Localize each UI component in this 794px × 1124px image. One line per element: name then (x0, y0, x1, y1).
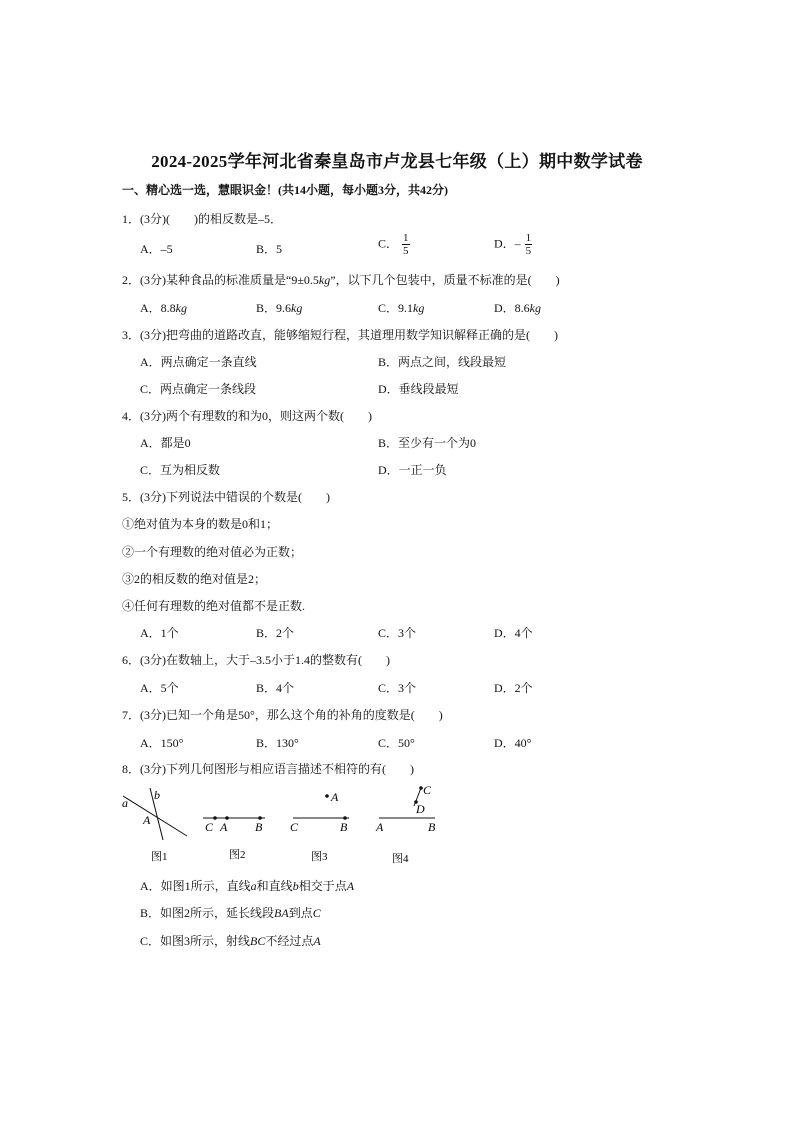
fig1-label-b: b (154, 788, 160, 802)
q1-option-c (378, 232, 410, 257)
fig2-label-B: B (255, 820, 263, 834)
q7-option-a: A．150° (140, 736, 184, 750)
fig3-label-C: C (290, 820, 299, 834)
fig2-label-A: A (220, 820, 228, 834)
q3-option-b: B．两点之间，线段最短 (378, 355, 507, 369)
fig2-label-C: C (205, 820, 214, 834)
q3-option-c: C．两点确定一条线段 (140, 382, 257, 396)
q2-option-d: D．8.6kg (494, 301, 541, 315)
fig4-label-B: B (428, 820, 436, 834)
q4-option-c: C．互为相反数 (140, 463, 221, 477)
q8-option-a: A．如图1所示，直线a和直线b相交于点A (140, 879, 355, 893)
q7-option-c: C．50° (378, 736, 415, 750)
figure-4 (375, 783, 436, 865)
question-3-stem: 3．(3分)把弯曲的道路改直，能够缩短行程，其道理用数学知识解释正确的是( ) (122, 328, 558, 342)
fig4-label-C: C (423, 783, 432, 797)
figure-2 (203, 816, 265, 861)
q6-option-d: D．2个 (494, 681, 533, 695)
figure-3 (290, 790, 349, 863)
q6-option-a: A．5个 (140, 681, 179, 695)
q5-statement-4: ④任何有理数的绝对值都不是正数. (122, 599, 306, 613)
fig3-caption: 图3 (311, 851, 328, 863)
figure-1 (122, 788, 187, 863)
question-8-stem: 8．(3分)下列几何图形与相应语言描述不相符的有( ) (122, 762, 414, 776)
q6-option-b: B．4个 (256, 681, 295, 695)
q5-statement-2: ②一个有理数的绝对值必为正数； (122, 545, 303, 559)
fig4-caption: 图4 (392, 853, 409, 865)
q2-option-a: A．8.8kg (140, 301, 187, 315)
question-5-stem: 5．(3分)下列说法中错误的个数是( ) (122, 490, 330, 504)
q5-option-b: B．2个 (256, 626, 295, 640)
q1-option-c-label: C． (378, 236, 399, 251)
fig1-caption: 图1 (151, 851, 168, 863)
q1-option-d (494, 232, 532, 257)
fig4-label-A: A (376, 820, 384, 834)
q7-option-d: D．40° (494, 736, 532, 750)
q5-statement-3: ③2的相反数的绝对值是2； (122, 572, 267, 586)
q1-option-d-fraction: $\frac{1}{5}$ (525, 232, 532, 257)
fig3-label-A: A (331, 790, 339, 804)
q7-option-b: B．130° (256, 736, 299, 750)
fig3-label-B: B (340, 820, 348, 834)
question-4-stem: 4．(3分)两个有理数的和为0，则这两个数( ) (122, 409, 372, 423)
q1-option-a: A．–5 (140, 242, 173, 256)
q8-option-c: C．如图3所示，射线BC不经过点A (140, 934, 321, 948)
q8-figures (115, 780, 455, 870)
question-1-stem: 1．(3分)( )的相反数是–5． (122, 212, 282, 226)
q2-option-b: B．9.6kg (256, 301, 303, 315)
q4-option-d: D．一正一负 (378, 463, 447, 477)
question-6-stem: 6．(3分)在数轴上，大于–3.5小于1.4的整数有( ) (122, 653, 390, 667)
q1-option-c-fraction: $\frac{1}{5}$ (403, 232, 409, 257)
fig2-caption: 图2 (229, 849, 246, 861)
question-2-stem: 2．(3分)某种食品的标准质量是“9±0.5kg”，以下几个包装中，质量不标准的是( ) (122, 273, 560, 287)
fig1-label-A: A (143, 813, 151, 827)
q5-option-c: C．3个 (378, 626, 417, 640)
section-heading: 一、精心选一选，慧眼识金！(共14小题，每小题3分，共42分) (122, 183, 448, 197)
q5-option-a: A．1个 (140, 626, 179, 640)
fig1-label-a: a (122, 796, 128, 810)
q1-option-d-label: D．– (494, 236, 521, 251)
q5-statement-1: ①绝对值为本身的数是0和1； (122, 517, 279, 531)
fig4-label-D: D (416, 802, 425, 816)
q2-option-c: C．9.1kg (378, 301, 425, 315)
q8-option-b: B．如图2所示，延长线段BA到点C (140, 906, 321, 920)
question-7-stem: 7．(3分)已知一个角是50°，那么这个角的补角的度数是( ) (122, 708, 443, 722)
q3-option-a: A．两点确定一条直线 (140, 355, 257, 369)
q5-option-d: D．4个 (494, 626, 533, 640)
q4-option-a: A．都是0 (140, 436, 191, 450)
page-title: 2024-2025学年河北省秦皇岛市卢龙县七年级（上）期中数学试卷 (151, 152, 643, 171)
q3-option-d: D．垂线段最短 (378, 382, 459, 396)
q1-option-b: B．5 (256, 242, 283, 256)
q6-option-c: C．3个 (378, 681, 417, 695)
q4-option-b: B．至少有一个为0 (378, 436, 477, 450)
